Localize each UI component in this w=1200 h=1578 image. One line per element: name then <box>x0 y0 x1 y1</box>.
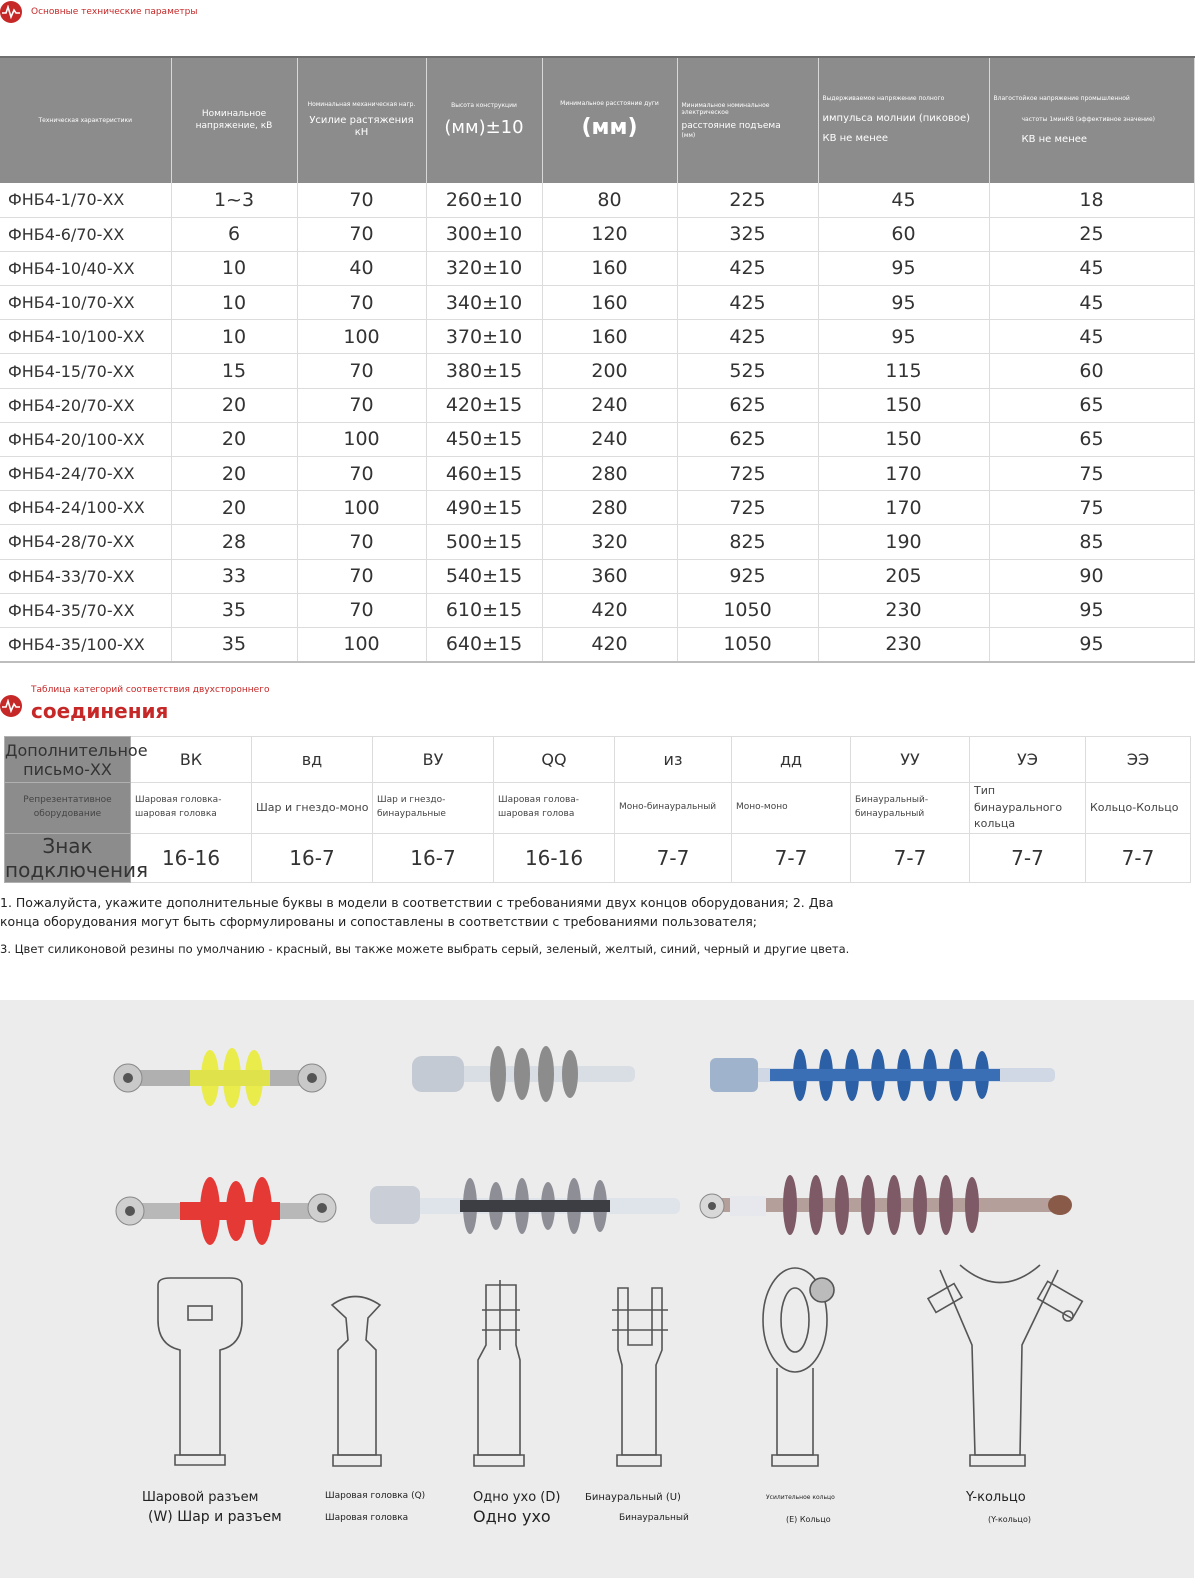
section-header-parameters <box>0 0 1200 56</box>
mark-cell: 16-16 <box>494 833 615 882</box>
model-cell: ФНБ4-1/70-XX <box>0 183 171 217</box>
spec-cell: 150 <box>818 388 989 422</box>
spec-cell: 18 <box>989 183 1194 217</box>
spec-cell: 325 <box>677 217 818 251</box>
fitting-drawing-y-ring <box>928 1265 1082 1466</box>
spec-cell: 10 <box>171 286 297 320</box>
spec-cell: 170 <box>818 457 989 491</box>
spec-cell: 28 <box>171 525 297 559</box>
equipment-cell: Бинауральный-бинауральный <box>851 783 970 834</box>
insulator-photo-darkgray <box>370 1178 680 1234</box>
spec-row <box>0 593 1194 627</box>
spec-cell: 320 <box>542 525 677 559</box>
spec-cell: 425 <box>677 251 818 285</box>
code-cell: УУ <box>851 737 970 783</box>
spec-cell: 240 <box>542 422 677 456</box>
spec-cell: 825 <box>677 525 818 559</box>
spec-cell: 490±15 <box>426 491 542 525</box>
mark-cell: 7-7 <box>851 833 970 882</box>
spec-cell: 225 <box>677 183 818 217</box>
mark-cell: 7-7 <box>1086 833 1191 882</box>
model-cell: ФНБ4-24/70-XX <box>0 457 171 491</box>
code-cell: вд <box>252 737 373 783</box>
spec-cell: 420 <box>542 627 677 661</box>
spec-cell: 33 <box>171 559 297 593</box>
spec-cell: 70 <box>297 457 426 491</box>
fitting-drawing-binaural <box>612 1288 668 1466</box>
spec-table <box>0 56 1195 663</box>
spec-cell: 40 <box>297 251 426 285</box>
spec-cell: 60 <box>989 354 1194 388</box>
row-label-marks: Знак подключения <box>5 833 149 882</box>
spec-cell: 160 <box>542 251 677 285</box>
fitting-caption-ring: Усилительное кольцо (E) Кольцо <box>766 1494 835 1524</box>
spec-cell: 20 <box>171 422 297 456</box>
model-cell: ФНБ4-15/70-XX <box>0 354 171 388</box>
spec-cell: 20 <box>171 388 297 422</box>
spec-cell: 240 <box>542 388 677 422</box>
spec-cell: 1050 <box>677 593 818 627</box>
code-cell: дд <box>732 737 851 783</box>
spec-cell: 280 <box>542 457 677 491</box>
code-cell: ВК <box>131 737 252 783</box>
equipment-cell: Шар и гнездо-бинауральные <box>373 783 494 834</box>
col-header-tensile: Номинальная механическая нагр. Усилие растяжения кН <box>297 57 426 183</box>
spec-row <box>0 627 1194 661</box>
spec-cell: 6 <box>171 217 297 251</box>
spec-cell: 340±10 <box>426 286 542 320</box>
spec-cell: 625 <box>677 388 818 422</box>
spec-cell: 95 <box>989 593 1194 627</box>
spec-cell: 70 <box>297 183 426 217</box>
spec-cell: 45 <box>818 183 989 217</box>
col-header-voltage: Номинальное напряжение, кВ <box>171 57 297 183</box>
spec-cell: 420±15 <box>426 388 542 422</box>
spec-cell: 70 <box>297 559 426 593</box>
spec-cell: 100 <box>297 320 426 354</box>
equipment-cell: Кольцо-Кольцо <box>1086 783 1191 834</box>
spec-row <box>0 525 1194 559</box>
spec-cell: 120 <box>542 217 677 251</box>
spec-cell: 540±15 <box>426 559 542 593</box>
mark-cell: 16-7 <box>252 833 373 882</box>
spec-row <box>0 388 1194 422</box>
code-cell: ВУ <box>373 737 494 783</box>
note-1: 1. Пожалуйста, укажите дополнительные буквы в модели в соответствии с требованиями двух концов оборудования; 2. Два конца оборудования могут быть сформулированы и сопоставлены в соответствии с требованиями пользователя; <box>0 895 834 929</box>
insulator-photo-gray <box>412 1046 635 1102</box>
fitting-caption-ball-head: Шаровая головка (Q) Шаровая головка <box>325 1491 426 1523</box>
spec-cell: 100 <box>297 422 426 456</box>
spec-cell: 70 <box>297 525 426 559</box>
spec-cell: 500±15 <box>426 525 542 559</box>
spec-row <box>0 286 1194 320</box>
spec-cell: 70 <box>297 354 426 388</box>
spec-cell: 25 <box>989 217 1194 251</box>
insulator-photo-brown <box>700 1175 1072 1235</box>
mark-cell: 7-7 <box>615 833 732 882</box>
connection-equipment-row <box>5 783 1191 834</box>
spec-cell: 20 <box>171 457 297 491</box>
insulator-photo-red <box>116 1177 336 1245</box>
spec-cell: 95 <box>818 320 989 354</box>
spec-cell: 95 <box>818 286 989 320</box>
equipment-cell: Моно-моно <box>732 783 851 834</box>
spec-cell: 90 <box>989 559 1194 593</box>
insulator-photo-yellow <box>114 1048 326 1108</box>
spec-cell: 60 <box>818 217 989 251</box>
spec-cell: 420 <box>542 593 677 627</box>
spec-cell: 115 <box>818 354 989 388</box>
spec-row <box>0 320 1194 354</box>
spec-row <box>0 559 1194 593</box>
col-header-characteristics: Техническая характеристики <box>0 57 171 183</box>
mark-cell: 16-7 <box>373 833 494 882</box>
model-cell: ФНБ4-10/100-XX <box>0 320 171 354</box>
spec-cell: 15 <box>171 354 297 388</box>
insulator-photo-blue <box>710 1049 1055 1101</box>
product-gallery <box>0 1000 1194 1578</box>
spec-row <box>0 183 1194 217</box>
spec-cell: 725 <box>677 457 818 491</box>
equipment-cell: Моно-бинауральный <box>615 783 732 834</box>
section-header-connection <box>0 682 400 732</box>
spec-cell: 70 <box>297 217 426 251</box>
model-cell: ФНБ4-20/70-XX <box>0 388 171 422</box>
spec-cell: 640±15 <box>426 627 542 661</box>
equipment-cell: Тип бинаурального кольца <box>970 783 1086 834</box>
spec-cell: 230 <box>818 627 989 661</box>
pulse-logo-icon <box>0 1 22 23</box>
note-2: 3. Цвет силиконовой резины по умолчанию - красный, вы также можете выбрать серый, зеленый, желтый, синий, черный и другие цвета. <box>0 942 850 956</box>
model-cell: ФНБ4-10/70-XX <box>0 286 171 320</box>
spec-cell: 370±10 <box>426 320 542 354</box>
col-header-height: Высота конструкции (мм)±10 <box>426 57 542 183</box>
pulse-logo-icon <box>0 695 22 717</box>
fitting-drawing-ring <box>763 1268 834 1466</box>
col-header-creepage: Минимальное номинальное электрическое расстояние подъема (мм) <box>677 57 818 183</box>
connection-table <box>4 736 1191 883</box>
code-cell: QQ <box>494 737 615 783</box>
spec-row <box>0 354 1194 388</box>
spec-cell: 170 <box>818 491 989 525</box>
equipment-cell: Шаровая головка-шаровая головка <box>131 783 252 834</box>
spec-cell: 725 <box>677 491 818 525</box>
spec-cell: 150 <box>818 422 989 456</box>
spec-cell: 190 <box>818 525 989 559</box>
spec-cell: 75 <box>989 457 1194 491</box>
row-label-codes: Дополнительное письмо-XX <box>5 737 131 783</box>
spec-cell: 100 <box>297 491 426 525</box>
spec-cell: 75 <box>989 491 1194 525</box>
equipment-cell: Шаровая голова-шаровая голова <box>494 783 615 834</box>
spec-cell: 45 <box>989 286 1194 320</box>
code-cell: из <box>615 737 732 783</box>
connection-subtitle: Таблица категорий соответствия двухстороннего <box>31 685 270 695</box>
spec-cell: 95 <box>818 251 989 285</box>
spec-cell: 625 <box>677 422 818 456</box>
spec-cell: 20 <box>171 491 297 525</box>
spec-cell: 320±10 <box>426 251 542 285</box>
spec-header-row <box>0 57 1194 183</box>
spec-cell: 160 <box>542 286 677 320</box>
col-header-lightning: Выдерживаемое напряжение полного импульса молнии (пиковое) КВ не менее <box>818 57 989 183</box>
spec-cell: 10 <box>171 320 297 354</box>
section-title-parameters: Основные технические параметры <box>31 7 198 17</box>
spec-cell: 70 <box>297 286 426 320</box>
spec-cell: 205 <box>818 559 989 593</box>
spec-cell: 360 <box>542 559 677 593</box>
spec-cell: 525 <box>677 354 818 388</box>
spec-cell: 70 <box>297 388 426 422</box>
model-cell: ФНБ4-35/100-XX <box>0 627 171 661</box>
row-label-equipment: Репрезентативное оборудование <box>5 783 131 834</box>
spec-cell: 35 <box>171 593 297 627</box>
spec-cell: 160 <box>542 320 677 354</box>
connection-marks-row <box>5 833 1191 882</box>
col-header-wet-frequency: Влагостойкое напряжение промышленной частоты 1минКВ (эффективное значение) КВ не менее <box>989 57 1194 183</box>
spec-cell: 260±10 <box>426 183 542 217</box>
fitting-drawing-ball-head <box>332 1297 381 1467</box>
spec-cell: 425 <box>677 320 818 354</box>
spec-cell: 380±15 <box>426 354 542 388</box>
spec-cell: 85 <box>989 525 1194 559</box>
spec-cell: 230 <box>818 593 989 627</box>
spec-cell: 35 <box>171 627 297 661</box>
spec-cell: 300±10 <box>426 217 542 251</box>
spec-cell: 100 <box>297 627 426 661</box>
model-cell: ФНБ4-33/70-XX <box>0 559 171 593</box>
spec-cell: 65 <box>989 388 1194 422</box>
mark-cell: 7-7 <box>970 833 1086 882</box>
spec-row <box>0 457 1194 491</box>
spec-cell: 450±15 <box>426 422 542 456</box>
model-cell: ФНБ4-24/100-XX <box>0 491 171 525</box>
spec-cell: 70 <box>297 593 426 627</box>
spec-cell: 45 <box>989 320 1194 354</box>
model-cell: ФНБ4-20/100-XX <box>0 422 171 456</box>
spec-cell: 925 <box>677 559 818 593</box>
spec-cell: 95 <box>989 627 1194 661</box>
model-cell: ФНБ4-35/70-XX <box>0 593 171 627</box>
spec-cell: 65 <box>989 422 1194 456</box>
col-header-arc: Минимальное расстояние дуги (мм) <box>542 57 677 183</box>
fitting-caption-ball-socket: Шаровой разъем (W) Шар и разъем <box>142 1490 282 1525</box>
model-cell: ФНБ4-10/40-XX <box>0 251 171 285</box>
fitting-caption-single-ear: Одно ухо (D) Одно ухо <box>473 1490 561 1526</box>
fitting-caption-y-ring: Y-кольцо (Y-кольцо) <box>966 1490 1031 1524</box>
spec-cell: 610±15 <box>426 593 542 627</box>
mark-cell: 16-16 <box>131 833 252 882</box>
model-cell: ФНБ4-6/70-XX <box>0 217 171 251</box>
spec-cell: 460±15 <box>426 457 542 491</box>
spec-row <box>0 422 1194 456</box>
spec-cell: 1~3 <box>171 183 297 217</box>
spec-cell: 10 <box>171 251 297 285</box>
connection-codes-row <box>5 737 1191 783</box>
fitting-caption-binaural: Бинауральный (U) Бинауральный <box>585 1492 689 1523</box>
spec-cell: 280 <box>542 491 677 525</box>
fitting-drawing-ball-socket <box>158 1278 242 1465</box>
mark-cell: 7-7 <box>732 833 851 882</box>
notes <box>0 893 860 968</box>
code-cell: УЭ <box>970 737 1086 783</box>
connection-title: соединения <box>31 699 169 723</box>
spec-cell: 80 <box>542 183 677 217</box>
spec-row <box>0 491 1194 525</box>
spec-cell: 1050 <box>677 627 818 661</box>
code-cell: ЭЭ <box>1086 737 1191 783</box>
model-cell: ФНБ4-28/70-XX <box>0 525 171 559</box>
fitting-drawing-single-ear <box>474 1280 524 1466</box>
equipment-cell: Шар и гнездо-моно <box>252 783 373 834</box>
spec-row <box>0 217 1194 251</box>
spec-row <box>0 251 1194 285</box>
spec-cell: 45 <box>989 251 1194 285</box>
spec-cell: 200 <box>542 354 677 388</box>
spec-cell: 425 <box>677 286 818 320</box>
